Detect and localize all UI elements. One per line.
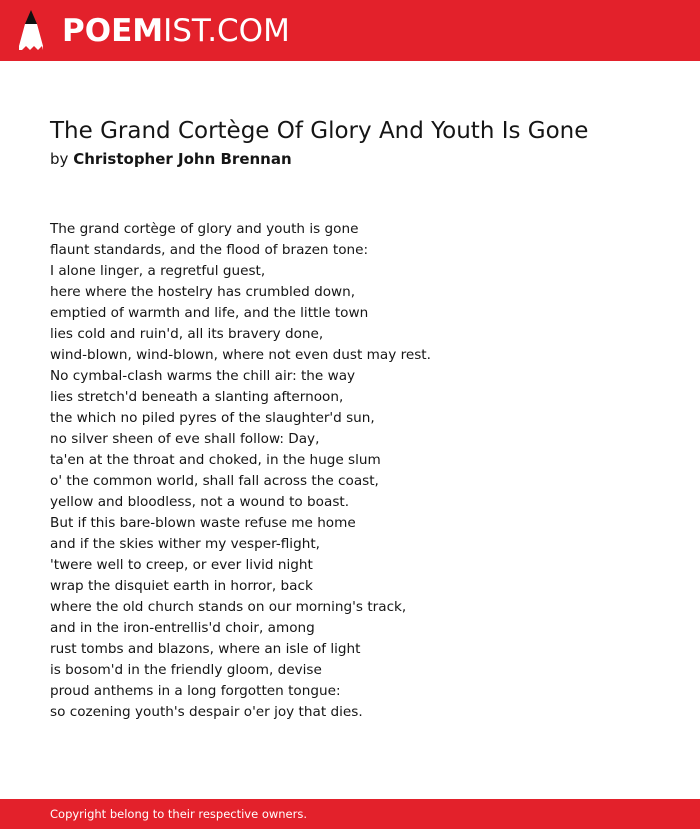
poem-line: no silver sheen of eve shall follow: Day, — [50, 431, 320, 447]
poem-line: is bosom'd in the friendly gloom, devise — [50, 662, 322, 678]
poem-line: No cymbal-clash warms the chill air: the way — [50, 368, 356, 384]
poem-line: the which no piled pyres of the slaughter'd sun, — [50, 410, 375, 426]
poem-line: But if this bare-blown waste refuse me home — [50, 515, 356, 531]
poem-line: and if the skies wither my vesper-flight, — [50, 536, 320, 552]
poem-line: yellow and bloodless, not a wound to boast. — [50, 494, 350, 510]
poem-body — [50, 219, 431, 723]
poem-line: proud anthems in a long forgotten tongue: — [50, 683, 341, 699]
poem-line: here where the hostelry has crumbled down, — [50, 284, 356, 300]
by-label: by — [50, 150, 69, 168]
poem-line: o' the common world, shall fall across the coast, — [50, 473, 379, 489]
poem-line: and in the iron-entrellis'd choir, among — [50, 620, 315, 636]
pen-nib-icon — [18, 10, 44, 52]
poem-line: I alone linger, a regretful guest, — [50, 263, 266, 279]
poem-line: wrap the disquiet earth in horror, back — [50, 578, 313, 594]
poem-line: rust tombs and blazons, where an isle of light — [50, 641, 361, 657]
poem-line: 'twere well to creep, or ever livid night — [50, 557, 313, 573]
poem-line: The grand cortège of glory and youth is gone — [50, 221, 359, 237]
poem-line: wind-blown, wind-blown, where not even dust may rest. — [50, 347, 431, 363]
site-footer — [0, 799, 700, 829]
copyright-notice: Copyright belong to their respective owners. — [50, 807, 308, 821]
site-logo-text — [62, 13, 290, 49]
poem-line: lies cold and ruin'd, all its bravery done, — [50, 326, 324, 342]
poem-line: where the old church stands on our morning's track, — [50, 599, 407, 615]
poem-line: ta'en at the throat and choked, in the huge slum — [50, 452, 381, 468]
logo-text-bold: POEM — [62, 13, 164, 49]
byline — [50, 149, 292, 169]
poem-line: emptied of warmth and life, and the little town — [50, 305, 369, 321]
author-name: Christopher John Brennan — [73, 150, 292, 168]
poem-line: flaunt standards, and the flood of brazen tone: — [50, 242, 369, 258]
site-header — [0, 0, 700, 61]
poem-line: so cozening youth's despair o'er joy that dies. — [50, 704, 363, 720]
logo-text-light: IST.COM — [163, 13, 290, 49]
poem-line: lies stretch'd beneath a slanting afternoon, — [50, 389, 344, 405]
poem-title: The Grand Cortège Of Glory And Youth Is Gone — [50, 118, 589, 144]
